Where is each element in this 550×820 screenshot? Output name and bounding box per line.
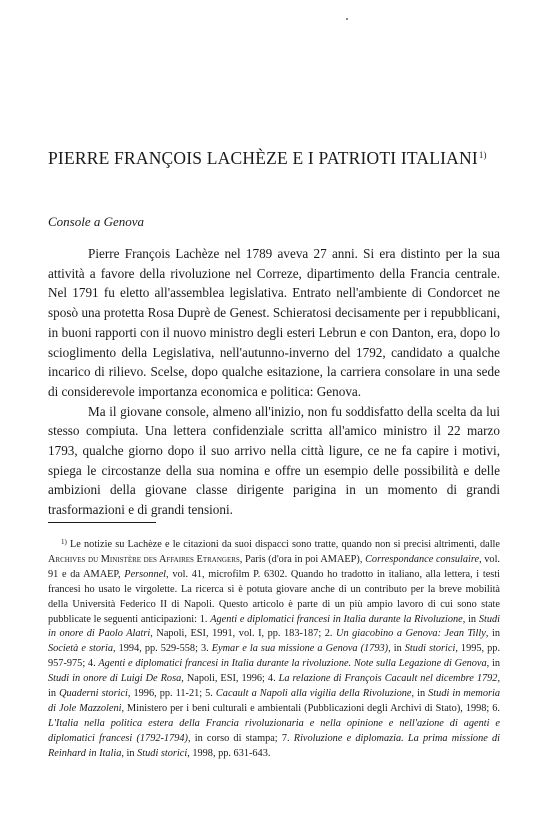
footnote-text: , in: [388, 643, 405, 655]
footnote-citation: Società e storia: [48, 643, 114, 655]
section-heading: Console a Genova: [48, 214, 145, 229]
footnote-citation: Agenti e diplomatici francesi in Italia durante la rivoluzione. Note sulla Legazione di Genova: [98, 658, 487, 670]
article-title: [48, 148, 518, 169]
footnote-citation: Cacault a Napoli alla vigilia della Rivoluzione: [215, 688, 412, 700]
footnote-text: , in: [48, 673, 501, 700]
footnote-citation: La relazione di François Cacault nel dicembre 1792: [278, 673, 498, 685]
footnote-text: , in: [485, 628, 500, 640]
footnote-text: , 1995, pp. 957-975; 4.: [48, 643, 501, 670]
footnote-citation: Studi in onore di Luigi De Rosa: [48, 673, 182, 685]
paragraph-1: Pierre François Lachèze nel 1789 aveva 27 anni. Si era distinto per la sua attività a favore della rivoluzione nel Correze, dipartimento della Francia centrale. Nel 1791 fu eletto all'assemblea legislativa. Entrato nell'ambiente di Condorcet ne sposò una protetta Rosa Duprè de Genest. Schieratosi decisamente per i repubblicani, in buoni rapporti con il nuovo ministro degli esteri Lebrun e con Danton, era, dopo lo scioglimento della Legislativa, nell'autunno-inverno del 1792, candidato a qualche incarico di rilievo. Scelse, dopo qualche esitazione, la carriera consolare in una sede di considerevole importanza economica e politica: Genova.: [48, 246, 500, 399]
footnote-citation: Quaderni storici: [59, 688, 128, 700]
footnote-marker: 1): [61, 538, 67, 546]
paragraph-2: Ma il giovane console, almeno all'inizio, non fu soddisfatto della scelta da lui stesso compiuta. Una lettera confidenziale scritta all'amico ministro il 22 marzo 1793, qualche giorno dopo il suo arrivo nella città ligure, ce ne fa capire i motivi, spiega le circostanze della sua nomina e offre un esempio delle possibilità e delle ambizioni della giovane classe dirigente parigina in un momento di grandi trasformazioni e di grandi tensioni.: [48, 403, 500, 518]
footnote-separator: [48, 522, 156, 523]
footnote-citation: Studi in memoria di Jole Mazzoleni: [48, 688, 501, 714]
footnote-text: , Ministero per i beni culturali e ambientali (Pubblicazioni degli Archivi di Stato), 1998; 6.: [121, 702, 500, 714]
footnote-text: , 1994, pp. 529-558; 3.: [113, 643, 212, 655]
footnote-text: , Paris (d'ora in poi AMAEP),: [239, 553, 366, 565]
footnote-text: , in corso di stampa; 7.: [187, 732, 294, 744]
article-title-text: PIERRE FRANÇOIS LACHÈZE E I PATRIOTI ITALIANI: [48, 148, 478, 168]
page-speck: [346, 18, 348, 20]
footnote-text: , 1996, pp. 11-21; 5.: [127, 688, 216, 700]
footnote-citation: Eymar e la sua missione a Genova (1793): [211, 643, 389, 655]
footnote-text: , 1998, pp. 631-643.: [187, 747, 271, 759]
footnote-1: [48, 535, 500, 762]
archives-name: Archives du Ministère des Affaires Etrangers: [48, 553, 240, 565]
footnote-citation: Agenti e diplomatici francesi in Italia durante la Rivoluzione: [210, 613, 463, 625]
footnote-citation: Correspondance consulaire: [365, 553, 480, 565]
footnote-text: , in: [462, 613, 479, 625]
footnote-text: , in: [121, 747, 138, 759]
footnotes: [48, 535, 500, 762]
footnote-citation: Studi in onore di Paolo Alatri: [48, 613, 501, 640]
footnote-text: , Napoli, ESI, 1991, vol. I, pp. 183-187; 2.: [150, 628, 337, 640]
footnote-text: , in: [486, 658, 500, 670]
article-body: [48, 244, 500, 520]
footnote-text: , in: [411, 688, 429, 700]
footnote-text: , vol. 91 e da AMAEP,: [48, 553, 501, 580]
footnote-citation: Un giacobino a Genova: Jean Tilly: [336, 628, 486, 640]
footnote-text: , Napoli, ESI, 1996; 4.: [181, 673, 279, 685]
footnote-citation: L'Italia nella politica estera della Francia rivoluzionaria e nella opinione e nell'azione di agenti e diplomatici francesi (1792-1794): [48, 717, 500, 744]
title-footnote-marker[interactable]: 1): [478, 150, 487, 160]
footnote-citation: Personnel: [124, 568, 167, 580]
footnote-citation: Studi storici: [404, 643, 456, 655]
footnote-text: Le notizie su Lachèze e le citazioni da suoi dispacci sono tratte, quando non si precisi altrimenti, dalle: [66, 539, 500, 550]
footnote-citation: Studi storici: [137, 747, 188, 759]
footnote-text: , vol. 41, microfilm P. 6302. Quando ho tradotto in italiano, alla lettera, i testi francesi ho usato le virgolette. La ricerca si è potuta giovare anche di un contributo per la breve mobilità della Università Federico II di Napoli. Questo articolo è parte di un più ampio lavoro di cui sono state pubblicate le seguenti anticipazioni: 1.: [48, 568, 500, 625]
footnote-citation: Rivoluzione e diplomazia. La prima missione di Reinhard in Italia: [48, 732, 501, 759]
